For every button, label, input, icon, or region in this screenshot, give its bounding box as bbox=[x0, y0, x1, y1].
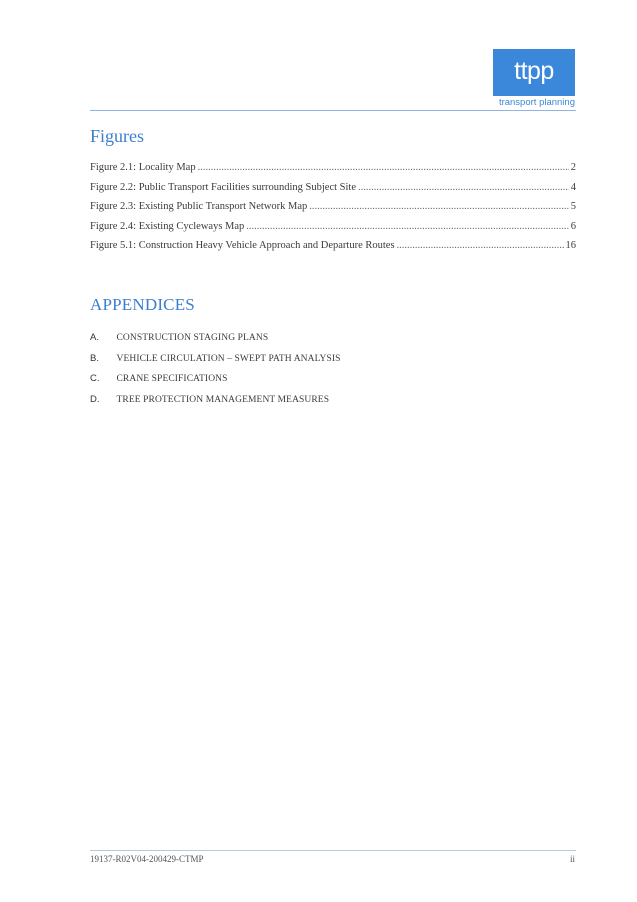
figures-list bbox=[90, 158, 576, 256]
appendix-label: CONSTRUCTION STAGING PLANS bbox=[116, 333, 269, 343]
appendix-entry[interactable] bbox=[90, 328, 576, 349]
figure-label: Figure 2.3: Existing Public Transport Network Map bbox=[90, 201, 308, 212]
appendix-letter: A. bbox=[90, 332, 99, 343]
figures-heading: Figures bbox=[90, 126, 144, 146]
appendix-entry[interactable] bbox=[90, 349, 576, 370]
page-number: ii bbox=[569, 854, 575, 864]
figure-page-number: 4 bbox=[570, 181, 576, 193]
dot-leader bbox=[198, 158, 569, 178]
figure-entry[interactable] bbox=[90, 158, 576, 178]
logo-tagline: transport planning bbox=[498, 97, 575, 108]
appendices-heading: APPENDICES bbox=[90, 295, 195, 314]
figure-page-number: 5 bbox=[570, 201, 576, 212]
appendices-list bbox=[90, 328, 576, 410]
figure-page-number: 16 bbox=[565, 240, 576, 251]
figure-page-number: 2 bbox=[570, 162, 576, 173]
figure-label: Figure 5.1: Construction Heavy Vehicle Approach and Departure Routes bbox=[90, 240, 395, 251]
figure-label: Figure 2.4: Existing Cycleways Map bbox=[90, 220, 245, 232]
dot-leader bbox=[246, 217, 568, 237]
dot-leader bbox=[397, 236, 564, 256]
dot-leader bbox=[358, 178, 569, 198]
appendix-letter: C. bbox=[90, 373, 100, 384]
appendix-entry[interactable] bbox=[90, 390, 576, 411]
appendix-label: CRANE SPECIFICATIONS bbox=[116, 374, 228, 384]
figure-entry[interactable] bbox=[90, 197, 576, 217]
figure-entry[interactable] bbox=[90, 217, 576, 237]
figure-label: Figure 2.2: Public Transport Facilities surrounding Subject Site bbox=[90, 181, 356, 193]
logo-mark: ttpp bbox=[493, 49, 575, 96]
figure-entry[interactable] bbox=[90, 236, 576, 256]
appendix-letter: B. bbox=[90, 352, 99, 364]
figure-label: Figure 2.1: Locality Map bbox=[90, 162, 196, 173]
appendix-letter: D. bbox=[90, 393, 100, 405]
appendix-entry[interactable] bbox=[90, 369, 576, 390]
ttpp-logo bbox=[493, 49, 575, 109]
figure-page-number: 6 bbox=[570, 220, 576, 232]
header-divider bbox=[90, 110, 576, 111]
document-reference: 19137-R02V04-200429-CTMP bbox=[90, 854, 204, 864]
figure-entry[interactable] bbox=[90, 178, 576, 198]
appendix-label: VEHICLE CIRCULATION – SWEPT PATH ANALYSIS bbox=[116, 353, 341, 364]
footer-divider bbox=[90, 850, 576, 851]
dot-leader bbox=[309, 197, 568, 217]
appendix-label: TREE PROTECTION MANAGEMENT MEASURES bbox=[116, 394, 330, 405]
